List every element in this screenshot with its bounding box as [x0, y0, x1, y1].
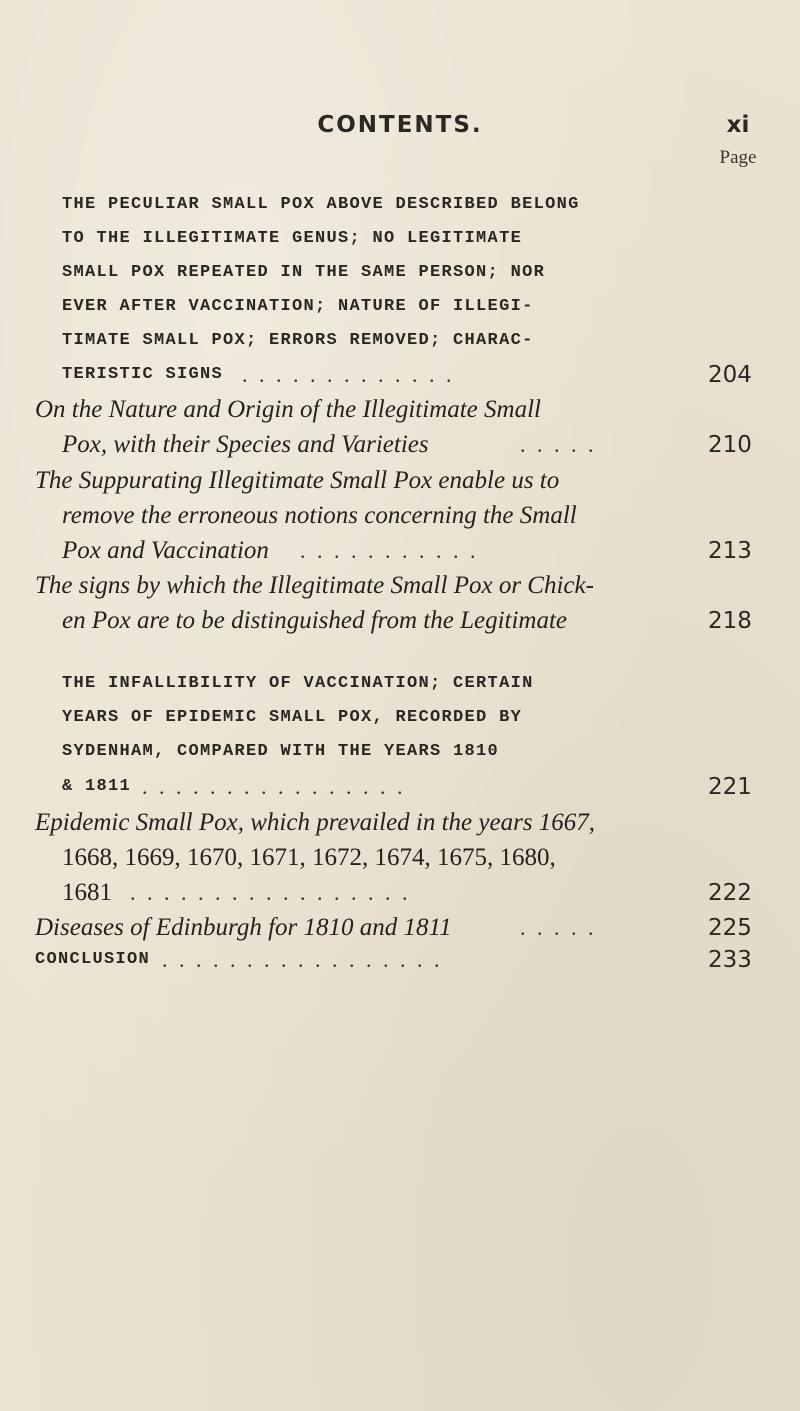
toc-line-text: EVER AFTER VACCINATION; NATURE OF ILLEGI- [62, 297, 534, 316]
toc-line [0, 604, 800, 638]
toc-line-text: Epidemic Small Pox, which prevailed in the years 1667, [35, 809, 596, 836]
toc-line-text: TERISTIC SIGNS [62, 365, 224, 384]
toc-line-text: Pox and Vaccination [62, 537, 269, 564]
toc-line-text: SMALL POX REPEATED IN THE SAME PERSON; NOR [62, 263, 546, 282]
toc-line [0, 569, 800, 603]
toc-line [0, 222, 800, 256]
toc-line [0, 290, 800, 324]
running-header-title: CONTENTS. [317, 112, 483, 138]
toc-line-text: remove the erroneous notions concerning the Small [62, 502, 577, 529]
toc-line-text: YEARS OF EPIDEMIC SMALL POX, RECORDED BY [62, 708, 523, 727]
leader-dots: . . . . . [520, 432, 597, 457]
toc-page-number: 218 [708, 608, 752, 634]
leader-dots: . . . . . . . . . . . . . . . . . [162, 947, 443, 972]
toc-line [0, 428, 800, 462]
toc-line [0, 188, 800, 222]
toc-line [0, 464, 800, 498]
toc-line [0, 841, 800, 875]
toc-line-text: SYDENHAM, COMPARED WITH THE YEARS 1810 [62, 742, 500, 761]
toc-line-text: TO THE ILLEGITIMATE GENUS; NO LEGITIMATE [62, 229, 523, 248]
toc-line [0, 701, 800, 735]
toc-page-number: 204 [708, 362, 752, 388]
leader-dots: . . . . . [520, 915, 597, 940]
toc-line-text: & 1811 [62, 777, 132, 796]
toc-page-number: 221 [708, 774, 752, 800]
toc-line [0, 534, 800, 568]
toc-line-text: TIMATE SMALL POX; ERRORS REMOVED; CHARAC- [62, 331, 534, 350]
toc-line-text: 1668, 1669, 1670, 1671, 1672, 1674, 1675, 1680, [62, 844, 556, 871]
toc-line-text: Diseases of Edinburgh for 1810 and 1811 [35, 914, 452, 941]
toc-line [0, 358, 800, 392]
toc-line [0, 806, 800, 840]
toc-line-text: THE INFALLIBILITY OF VACCINATION; CERTAIN [62, 674, 534, 693]
toc-line-text: The Suppurating Illegitimate Small Pox enable us to [35, 467, 560, 494]
toc-line-text: The signs by which the Illegitimate Small Pox or Chick- [35, 572, 594, 599]
leader-dots: . . . . . . . . . . . . . . . . . [130, 880, 411, 905]
page-number: xi [726, 112, 750, 138]
toc-line-text: THE PECULIAR SMALL POX ABOVE DESCRIBED BELONG [62, 195, 580, 214]
toc-line [0, 911, 800, 945]
toc-line-text: 1681 [62, 879, 112, 906]
toc-line [0, 393, 800, 427]
toc-line-text: Pox, with their Species and Varieties [62, 431, 429, 458]
toc-line-text: On the Nature and Origin of the Illegitimate Small [35, 396, 541, 423]
toc-line [0, 943, 800, 977]
toc-line [0, 256, 800, 290]
leader-dots: . . . . . . . . . . . . . . . . [142, 774, 406, 799]
toc-page-number: 233 [708, 947, 752, 973]
leader-dots: . . . . . . . . . . . . . [242, 362, 455, 387]
toc-line-text: CONCLUSION [35, 950, 151, 969]
toc-page-number: 210 [708, 432, 752, 458]
toc-line [0, 324, 800, 358]
toc-line [0, 876, 800, 910]
toc-line [0, 499, 800, 533]
toc-line-text: en Pox are to be distinguished from the Legitimate [62, 607, 568, 634]
toc-page-number: 213 [708, 538, 752, 564]
toc-page-number: 222 [708, 880, 752, 906]
page-column-label: Page [719, 147, 757, 168]
toc-line [0, 667, 800, 701]
leader-dots: . . . . . . . . . . . [300, 538, 479, 563]
toc-page-number: 225 [708, 915, 752, 941]
toc-line [0, 735, 800, 769]
toc-line [0, 770, 800, 804]
